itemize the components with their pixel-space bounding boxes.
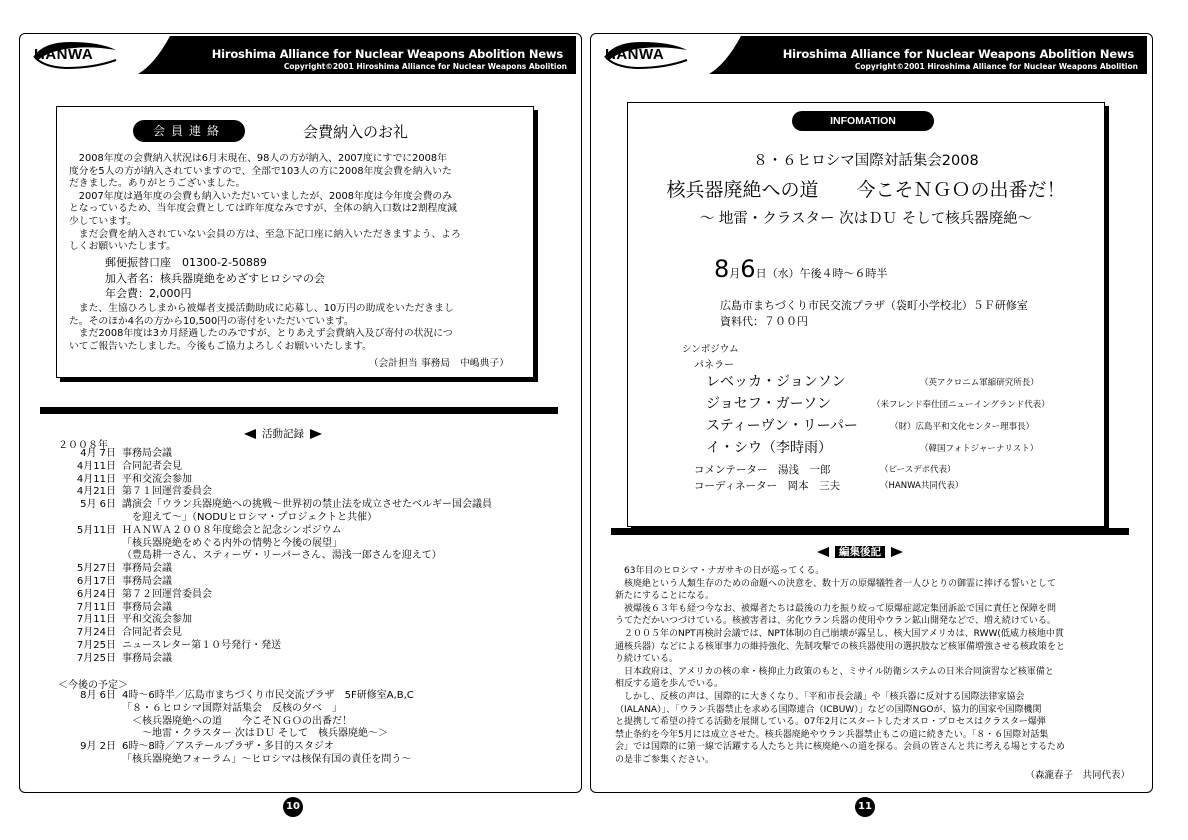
activity-row [58,550,442,563]
text-line: うてただかいつづけている。核被害者は、劣化ウラン兵器の使用やウラン鉱山開発などで、増え続けている。 [615,616,1056,627]
symposium-label: シンポジウム [682,344,739,355]
activity-row [58,703,342,716]
text-line: 核廃絶という人類生存のための命題への決意を、数十万の原爆犠牲者一人ひとりの御霊に捧げる誓いとして [615,578,1057,589]
event-fee: 資料代：７００円 [720,315,808,328]
header-title: Hiroshima Alliance for Nuclear Weapons Abolition News [211,47,563,61]
hanwa-logo-text: HANWA [34,46,94,63]
member-notice-body [69,153,461,254]
activity-row [58,690,414,703]
activity-row [58,448,172,461]
activity-text: 〜地雷・クラスター 次はＤＵ そして 核兵器廃絶〜＞ [122,728,389,740]
activity-row [58,474,192,487]
event-venue: 広島市まちづくり市民交流プラザ（袋町小学校北）５Ｆ研修室 [720,299,1028,312]
newsletter-page-11 [590,33,1153,793]
newsletter-page-10 [19,33,582,793]
text-line: しかし、反核の声は、国際的に大きくなり、「平和市長会議」や「核兵器に反対する国際法律家協会 [615,691,1025,702]
text-line: 郵便振替口座 01300-2-50889 [105,256,267,269]
panelist-affiliation: （米フレンド奉仕団ニューイングランド代表） [872,400,1050,410]
event-date [714,255,888,283]
activity-row [58,512,377,525]
text-line: 年会費：2,000円 [105,287,192,300]
event-date-month: 8 [714,255,730,283]
editorial-divider [611,528,1129,535]
activity-text: 講演会「ウラン兵器廃絶への挑戦〜世界初の禁止法を成立させたベルギー国会議員 [122,499,492,511]
panelist-name: レベッカ・ジョンソン [706,374,846,390]
activity-date: 4月21日 [76,486,116,498]
editorial-title-text: 編集後記 [835,546,885,558]
panelist-name: イ・シウ（李時雨） [706,440,832,456]
panelist-affiliation: （韓国フォトジャーナリスト） [920,444,1039,454]
header-copyright: Copyright©2001 Hiroshima Alliance for Nuclear Weapons Abolition [283,62,567,71]
activity-text: 「核兵器廃絶をめぐる内外の情勢と今後の展望」 [122,537,342,549]
text-line: となっているため、当年度会費としては昨年度なみですが、全体の納入口数は2割程度減 [69,203,457,215]
text-line: 通核兵器）などによる核軍事力の維持強化、先制攻撃での核兵器使用の選択肢など核軍備増強させる核政策をと [615,641,1066,652]
panel-label: パネラー [694,360,734,371]
activity-row [58,653,172,666]
activity-row [58,627,182,640]
activity-text: 平和交流会参加 [122,614,192,626]
activity-date: 8月 6日 [80,690,116,701]
activity-text: 事務局会議 [122,576,172,587]
page-number-right: 11 [855,797,875,817]
activity-year: ２００８年 [58,440,108,451]
activity-text: 「核兵器廃絶フォーラム」〜ヒロシマは核保有国の責任を問う〜 [122,754,412,765]
member-notice-body-2 [69,303,454,353]
activity-text: ＨＡＮＷＡ２００８年度総会と記念シンポジウム [122,524,342,536]
activity-text: 4時〜6時半／広島市まちづくり市民交流プラザ 5F研修室A,B,C [122,690,414,701]
activity-row [58,614,192,627]
text-line: 2007年度は過年度の会費も納入いただいていましたが、2008年度は今年度会費のみ [69,190,452,202]
text-line: 日本政府は、アメリカの核の傘・核抑止力政策のもと、ミサイル防衛システムの日米合同演習など核軍備と [615,666,1054,677]
text-line: 会」では国際的に第一線で活躍する人たちと共に核廃絶への道を探る。会員の皆さんと共に考える場とするため [615,742,1066,753]
activity-text: を迎えて〜」（NODUヒロシマ・プロジェクトと共催） [122,512,378,523]
activity-date: 6月17日 [76,576,116,587]
text-line: と提携して希望の持てる活動を展開している。07年2月にスタートしたオスロ・プロセスはクラスター爆弾 [615,717,1046,728]
text-line: だきました。ありがとうございました。 [69,178,246,190]
activity-date: 6月24日 [76,588,116,600]
activity-text: （豊島耕一さん、スティーヴ・リーパーさん、湯浅一郎さんを迎えて） [122,550,442,562]
page-number-left: 10 [283,797,303,817]
info-box [627,102,1105,527]
future-title: ＜今後の予定＞ [58,680,128,691]
activity-date: 4月11日 [76,460,116,472]
text-line: 度分を5人の方が納入されていますので、全部で103人の方に2008年度会費を納入いた [69,165,452,177]
text-line: いてご報告いたしました。今後もご協力よろしくお願いいたします。 [69,340,372,352]
text-line: 63年目のヒロシマ・ナガサキの日が巡ってくる。 [615,566,825,576]
member-notice-signature: （会計担当 事務局 中嶋典子） [368,358,509,369]
event-date-day-unit: 日 [755,267,767,280]
text-line: まだ会費を納入されていない会員の方は、至急下記口座に納入いただきますよう、よろ [69,228,461,240]
activity-text: 平和交流会参加 [122,473,192,485]
activity-title [244,426,322,441]
activity-date: 7月24日 [76,627,116,639]
activity-date: 4月11日 [76,473,116,485]
editorial-title [817,544,903,559]
activity-row [58,563,172,576]
activity-date: 7月11日 [76,614,116,626]
panelist-affiliation: （財）広島平和文化センター理事長） [890,422,1035,432]
header-title: Hiroshima Alliance for Nuclear Weapons Abolition News [782,47,1134,61]
activity-text: 合同記者会見 [122,627,182,639]
activity-text: ニュースレター第１０号発行・発送 [122,640,282,651]
activity-row [58,602,172,615]
activity-date: 7月25日 [76,640,116,651]
triangle-right-icon [891,547,903,557]
activity-row [58,754,411,767]
text-line: 相反する道を歩んでいる。 [615,679,724,690]
text-line: 少しています。 [69,215,137,227]
text-line: しくお願いいたします。 [69,241,176,253]
activity-row [58,525,342,538]
activity-date: 5月11日 [76,524,116,536]
activity-text: ＜核兵器廃絶への道 今こそＮＧＯの出番だ！ [122,715,352,727]
event-subhead: 〜 地雷・クラスター 次はＤＵ そして核兵器廃絶〜 [699,211,1033,227]
activity-text: 第７１回運営委員会 [122,486,212,498]
text-line: 加入者名：核兵器廃絶をめざすヒロシマの会 [105,271,325,285]
text-line: まだ2008年度は3カ月経過したのみですが、とりあえず会費納入及び寄付の状況につ [69,328,453,340]
activity-row [58,640,281,653]
activity-row [58,538,342,551]
commentator: コメンテーター 湯浅 一郎 [694,464,831,476]
activity-date: 5月 6日 [80,499,116,511]
event-date-month-unit: 月 [729,267,741,280]
text-line: 禁止条約を今年5月には成立させた。核兵器廃絶やウラン兵器禁止もこの道に続きたい。「８・６国際対話集 [615,729,1049,740]
activity-text: 「８・６ヒロシマ国際対話集会 反核の夕べ 」 [122,702,342,714]
text-line: 2008年度の会費納入状況は6月末現在、98人の方が納入、2007度にすでに2008年 [69,153,447,164]
activity-row [58,589,212,602]
text-line: また、生協ひろしまから被爆者支援活動助成に応募し、10万円の助成をいただきまし [69,303,454,314]
text-line: た。そのほか4名の方から10,500円の寄付をいただいています。 [69,315,354,327]
activity-row [58,499,492,512]
activity-text: 合同記者会見 [122,460,182,472]
text-line: 新たにすることになる。 [615,591,715,602]
event-date-day: 6 [740,255,756,283]
editorial-signature: （森瀧春子 共同代表） [1025,770,1130,781]
coordinator: コーディネーター 岡本 三夫 [694,480,841,492]
member-notice-badge: 会員連絡 [133,120,245,142]
text-line: り続けている。 [615,654,679,665]
activity-date: 4月 7日 [80,448,116,459]
info-badge: INFOMATION [792,111,934,131]
activity-divider [40,407,558,414]
activity-date: 5月27日 [76,563,116,575]
hanwa-logo-text: HANWA [605,46,665,63]
text-line: ２００５年のNPT再検討会議では、NPT体制の自己崩壊が露呈し、核大国アメリカは、RWW(低威力核地中貫 [615,628,1064,639]
commentator-affil: （ピースデポ代表） [880,465,956,475]
activity-text: 事務局会議 [122,448,172,459]
member-notice-box [56,106,534,378]
editorial-body [615,565,1065,767]
panelist-affiliation: （英アクロニム軍縮研究所長） [920,378,1039,388]
activity-text: 事務局会議 [122,652,172,664]
activity-row [58,576,172,589]
triangle-left-icon [817,547,829,557]
event-line: ８・６ヒロシマ国際対話集会2008 [753,153,979,169]
activity-row [58,741,334,754]
activity-row [58,461,182,474]
activity-text: 6時〜8時／アステールプラザ・多目的スタジオ [122,741,334,753]
text-line: （IALANA）」、「ウラン兵器禁止を求める国際連合（ICBUW）」などの国際NGOが、協力的国家や国際機関 [615,704,1042,715]
event-headline: 核兵器廃絶への道 今こそＮＧＯの出番だ！ [666,179,1066,201]
event-date-rest: （水）午後４時〜６時半 [766,267,888,280]
activity-date: 7月25日 [76,652,116,664]
triangle-left-icon [244,429,256,439]
coordinator-affil: （HANWA共同代表） [880,481,964,491]
activity-text: 事務局会議 [122,601,172,613]
panelist-name: ジョセフ・ガーソン [706,396,832,412]
activity-text: 第７２回運営委員会 [122,588,212,600]
activity-title-text: 活動記録 [262,428,304,440]
payment-info [105,255,325,302]
text-line: の是非ご参集ください。 [615,754,715,765]
member-notice-title: 会費納入のお礼 [303,123,409,141]
activity-row [58,728,388,741]
activity-row [58,486,212,499]
panelist-name: スティーヴン・リーパー [706,418,858,434]
text-line: 被爆後６３年も経つ今なお、被爆者たちは最後の力を振り絞って原爆症認定集団訴訟で国に責任と保障を問 [615,603,1057,614]
activity-date: 9月 2日 [80,741,116,753]
triangle-right-icon [310,429,322,439]
activity-date: 7月11日 [76,601,116,613]
activity-row [58,716,352,729]
header-copyright: Copyright©2001 Hiroshima Alliance for Nuclear Weapons Abolition [854,62,1138,71]
activity-text: 事務局会議 [122,563,172,575]
